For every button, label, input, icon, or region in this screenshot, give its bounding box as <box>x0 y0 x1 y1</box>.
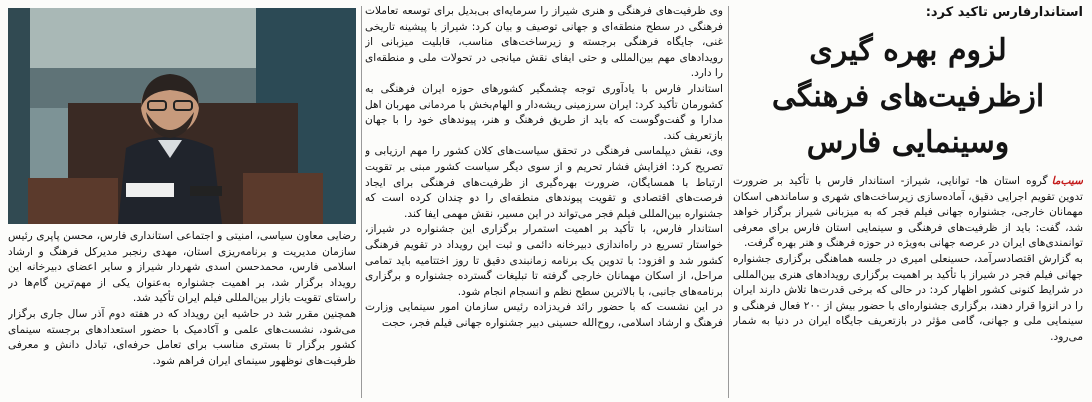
article-lead <box>733 174 1083 252</box>
article-paragraph: استاندار فارس با یادآوری توجه چشمگیر کشورهای حوزه ایران فرهنگی به کشورمان تأکید کرد: ایران سرزمینی ریشه‌دار و الهام‌بخش با مردمانی مهربان اهل مدارا و گفت‌وگوست که باید از طریق فرهنگ و هنر، پیوندهای خود را با جهان بازتعریف کند. <box>365 82 723 142</box>
article-paragraph: رضایی معاون سیاسی، امنیتی و اجتماعی استانداری فارس، محسن پاپری رئیس سازمان مدیریت و برنامه‌ریزی استان، مهدی رنجبر مدیرکل فرهنگ و ارشاد اسلامی فارس، محمدحسن اسدی شهردار شیراز و سایر اعضای دبیرخانه این رویداد برگزار شد، بر اهمیت جشنواره به‌عنوان یکی از مهم‌ترین گام‌ها در راستای تقویت بازار بین‌المللی فیلم ایران تأکید شد. <box>8 230 356 305</box>
photo-illustration <box>8 8 356 224</box>
article-paragraph: همچنین مقرر شد در حاشیه این رویداد که در هفته دوم آذر سال جاری برگزار می‌شود، نشست‌های علمی و آکادمیک با حضور استعدادهای برجسته سینمای کشور برگزار تا بستری مناسب برای تعامل حرفه‌ای، تبادل دانش و معرفی ظرفیت‌های نوظهور سینمای ایران فراهم شود. <box>8 307 356 367</box>
publication-logo: سیب‌ما <box>1051 175 1083 187</box>
article-paragraph: به گزارش اقتصادسرآمد، حسینعلی امیری در جلسه هماهنگی برگزاری جشنواره جهانی فیلم فجر در شیراز با تأکید بر اهمیت برگزاری رویدادهای هنری بین‌المللی در شرایط کنونی کشور اظهار کرد: در حالی که برخی قدرت‌ها تلاش دارند ایران را در انزوا قرار دهند، برگزاری جشنواره‌ای با حضور بیش از ۲۰۰ فعال فرهنگی و سینمایی ملی و جهانی، گامی مؤثر در بازتعریف جایگاه ایران در دنیا به شمار می‌رود. <box>733 252 1083 343</box>
headline-line-3: وسینمایی فارس <box>806 125 1010 160</box>
headline-line-1: لزوم بهره گیری <box>809 33 1007 68</box>
article-lead-text: گروه استان ها- توانایی، شیراز- استاندار فارس با تأکید بر ضرورت تدوین تقویم اجرایی دقیق، آماده‌سازی زیرساخت‌های شهری و ساماندهی اسکان مهمانان خارجی، جشنواره جهانی فیلم فجر که به میزبانی شیراز برگزار خواهد شد، گفت: باید از ظرفیت‌های فرهنگی و سینمایی استان فارس برای معرفی توانمندی‌های ایران در عرصه جهانی به‌ویژه در حوزه فرهنگ و هنر بهره گرفت. <box>733 175 1083 250</box>
official-portrait-photo <box>8 8 356 224</box>
article-paragraph: وی، نقش دیپلماسی فرهنگی در تحقق سیاست‌های کلان کشور را مهم ارزیابی و تصریح کرد: افزایش فشار تحریم و از سوی دیگر سیاست کشور مبنی بر تقویت ارتباط با همسایگان، ضرورت بهره‌گیری از ظرفیت‌های فرهنگی برای ایجاد فرصت‌های اقتصادی و تقویت پیوندهای منطقه‌ای را دو چندان کرده است که جشنواره بین‌المللی فیلم فجر می‌تواند در این مسیر، نقش مهمی ایفا کند. <box>365 145 723 220</box>
article-column-right <box>733 4 1083 400</box>
article-column-left <box>8 229 356 400</box>
column-rule-right <box>728 6 729 398</box>
headline-line-2: ازظرفیت‌های فرهنگی <box>771 79 1045 114</box>
article-paragraph: وی ظرفیت‌های فرهنگی و هنری شیراز را سرمایه‌ای بی‌بدیل برای توسعه تعاملات فرهنگی در سطح منطقه‌ای و جهانی توصیف و بیان کرد: شیراز با پیشینه تاریخی غنی، جایگاه فرهنگی برجسته و زیرساخت‌های مناسب، قابلیت میزبانی از رویدادهای مهم بین‌المللی و حتی ایفای نقش میانجی در تحولات ملی و منطقه‌ای را دارد. <box>365 5 723 80</box>
article-kicker: استاندارفارس تاکید کرد: <box>925 5 1083 20</box>
article-paragraph: استاندار فارس، با تأکید بر اهمیت استمرار برگزاری این جشنواره در شیراز، خواستار تسریع در راه‌اندازی دبیرخانه دائمی و ثبت این رویداد در تقویم فرهنگی کشور شد و افزود: با تدوین یک برنامه زمانبندی دقیق تا روز اختتامیه باید تمامی مراحل، از اسکان مهمانان خارجی گرفته تا تبلیغات گسترده جشنواره و برگزاری برنامه‌های جانبی، با بالاترین سطح نظم و انسجام انجام شود. <box>365 223 723 298</box>
article-headline <box>733 28 1083 166</box>
column-rule-left <box>361 6 362 398</box>
article-column-middle <box>365 4 723 400</box>
article-paragraph: در این نشست که با حضور رائد فریدزاده رئیس سازمان امور سینمایی وزارت فرهنگ و ارشاد اسلامی، روح‌الله حسینی دبیر جشنواره جهانی فیلم فجر، حجت <box>365 301 723 329</box>
